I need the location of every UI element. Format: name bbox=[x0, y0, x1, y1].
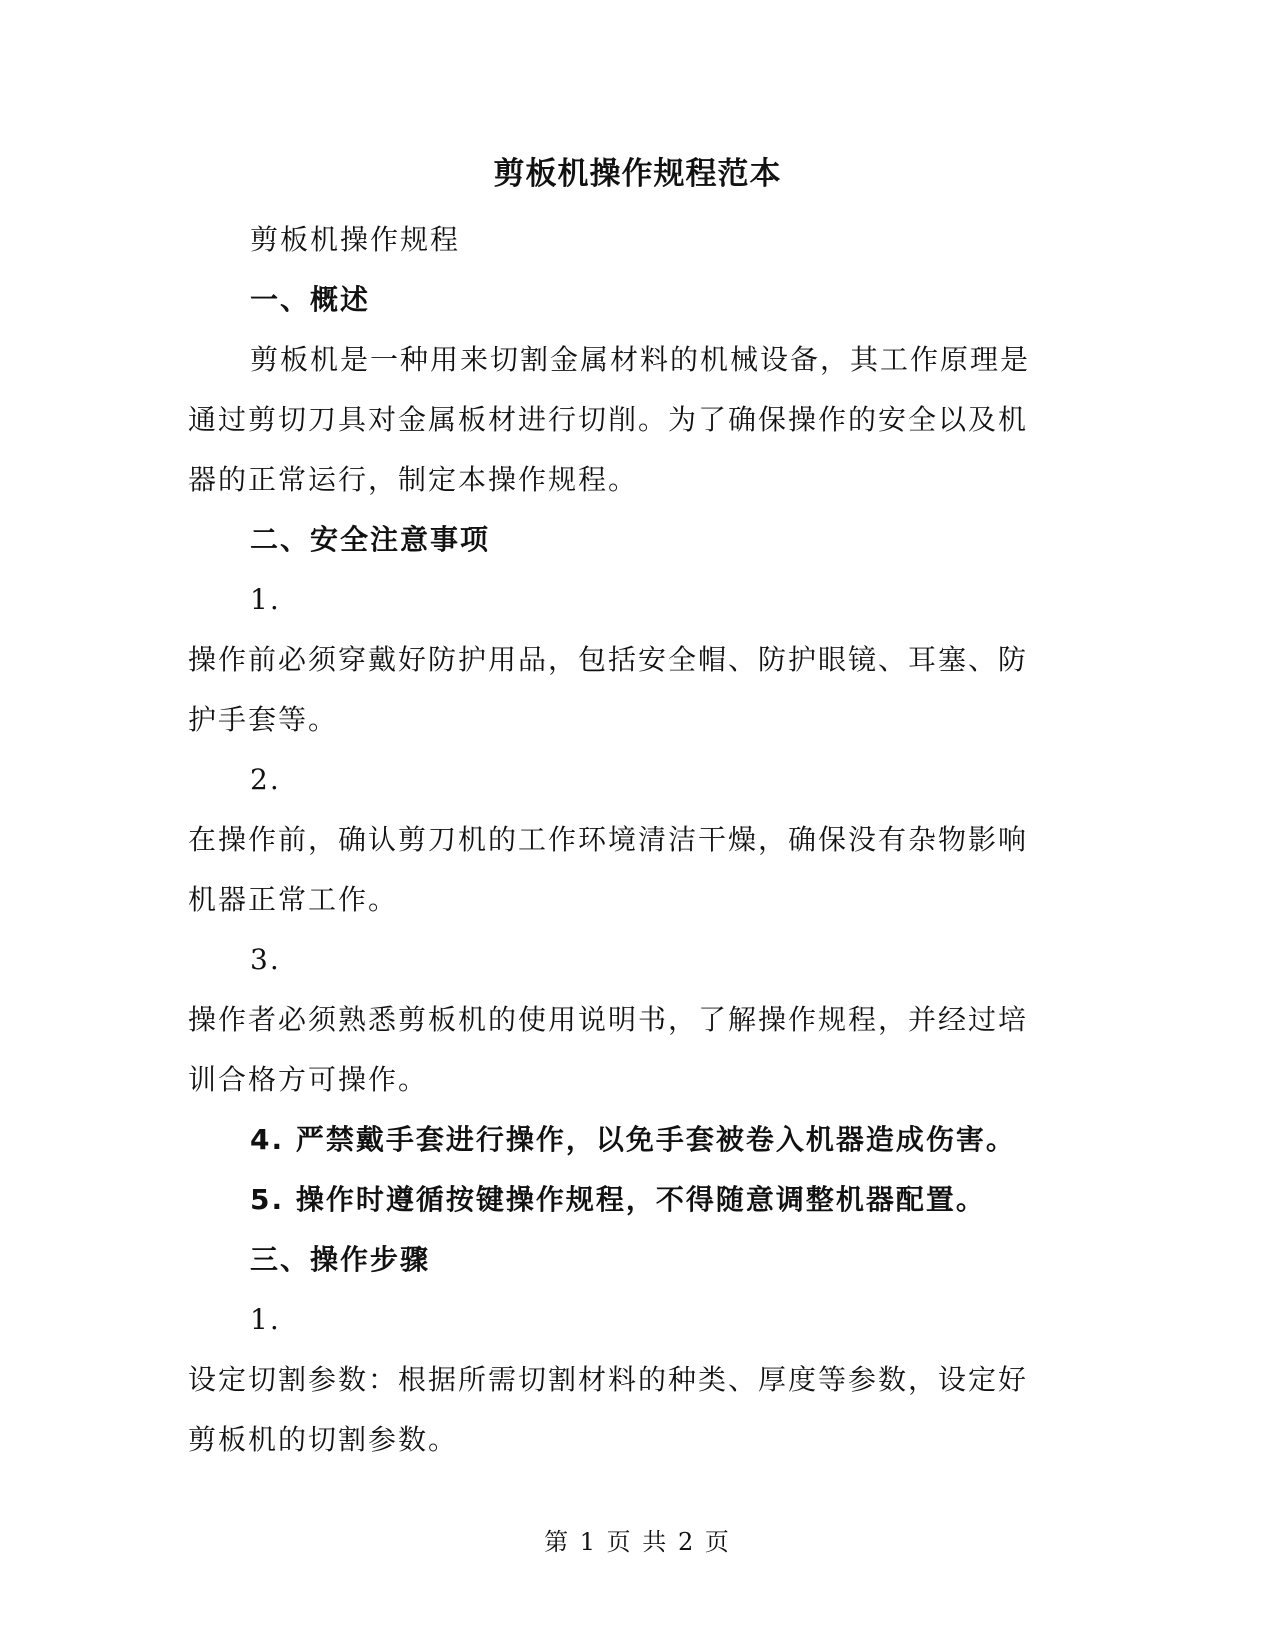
bold-list-item: 4. 严禁戴手套进行操作，以免手套被卷入机器造成伤害。 bbox=[250, 1123, 1016, 1156]
list-item-text: 操作前必须穿戴好防护用品，包括安全帽、防护眼镜、耳塞、防护手套等。 bbox=[188, 643, 1029, 736]
section-heading-overview: 一、概述 bbox=[250, 283, 371, 316]
list-item-text: 在操作前，确认剪刀机的工作环境清洁干燥，确保没有杂物影响机器正常工作。 bbox=[188, 823, 1029, 916]
list-item-number: 2. bbox=[250, 763, 281, 796]
document-body bbox=[188, 210, 1048, 1470]
document-title: 剪板机操作规程范本 bbox=[493, 156, 782, 192]
subtitle: 剪板机操作规程 bbox=[250, 223, 461, 256]
list-item-number: 1. bbox=[250, 1303, 281, 1336]
list-item-text: 操作者必须熟悉剪板机的使用说明书，了解操作规程，并经过培训合格方可操作。 bbox=[188, 1003, 1029, 1096]
list-item-number: 3. bbox=[250, 943, 281, 976]
section-heading-steps: 三、操作步骤 bbox=[250, 1243, 431, 1276]
section-heading-safety: 二、安全注意事项 bbox=[250, 523, 491, 556]
bold-list-item: 5. 操作时遵循按键操作规程，不得随意调整机器配置。 bbox=[250, 1183, 986, 1216]
page-footer: 第 1 页 共 2 页 bbox=[544, 1528, 731, 1556]
list-item-number: 1. bbox=[250, 583, 281, 616]
overview-paragraph: 剪板机是一种用来切割金属材料的机械设备，其工作原理是通过剪切刀具对金属板材进行切削。为了确保操作的安全以及机器的正常运行，制定本操作规程。 bbox=[188, 343, 1031, 496]
list-item-text: 设定切割参数：根据所需切割材料的种类、厚度等参数，设定好剪板机的切割参数。 bbox=[188, 1363, 1029, 1456]
